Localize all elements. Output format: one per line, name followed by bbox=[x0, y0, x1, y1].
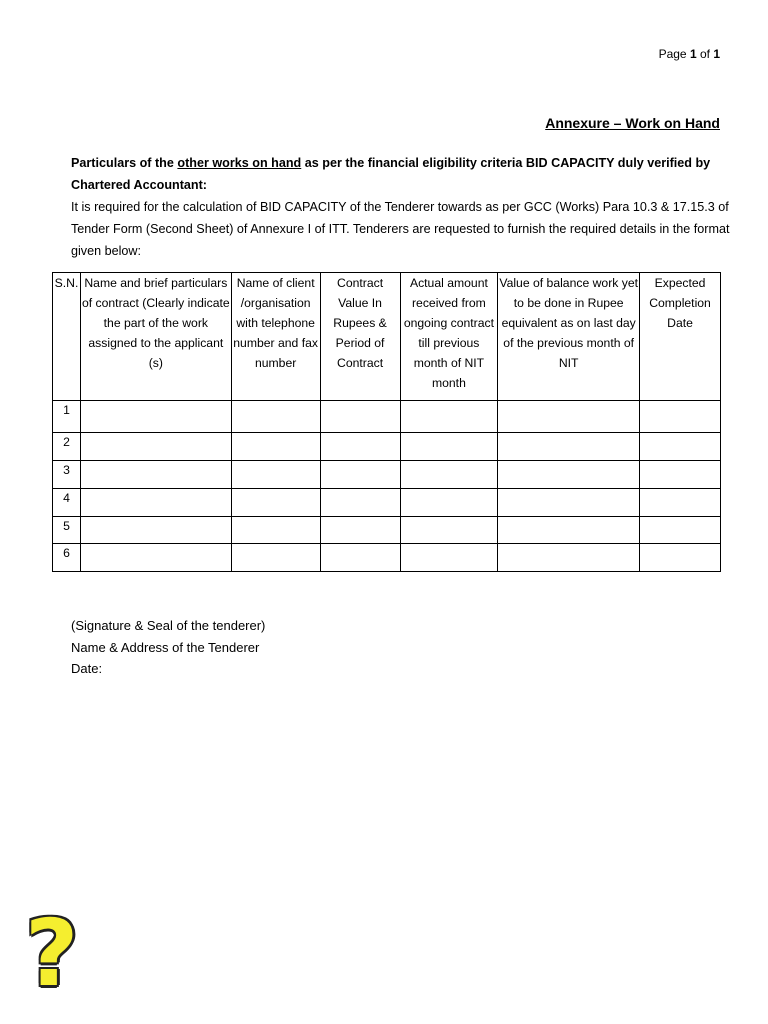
table-cell[interactable] bbox=[231, 517, 320, 544]
table-row bbox=[53, 517, 721, 544]
row-number: 4 bbox=[53, 489, 81, 517]
intro-heading-underlined: other works on hand bbox=[177, 156, 302, 170]
header-contract-particulars: Name and brief particulars of contract (Clearly indicate the part of the work assigned to the applicant (s) bbox=[80, 273, 231, 401]
table-cell[interactable] bbox=[400, 489, 498, 517]
table-cell[interactable] bbox=[400, 517, 498, 544]
table-cell[interactable] bbox=[498, 401, 640, 433]
table-cell[interactable] bbox=[640, 401, 721, 433]
table-row bbox=[53, 401, 721, 433]
table-cell[interactable] bbox=[80, 489, 231, 517]
question-mark-icon[interactable]: ? bbox=[25, 900, 79, 1007]
header-sn: S.N. bbox=[53, 273, 81, 401]
signature-line: (Signature & Seal of the tenderer) bbox=[71, 618, 266, 633]
work-on-hand-table bbox=[52, 272, 721, 572]
intro-section bbox=[71, 152, 739, 262]
row-number: 2 bbox=[53, 433, 81, 461]
table-row bbox=[53, 489, 721, 517]
intro-heading-part1: Particulars of the bbox=[71, 156, 178, 170]
header-actual-amount: Actual amount received from ongoing contract till previous month of NIT month bbox=[400, 273, 498, 401]
table-cell[interactable] bbox=[498, 517, 640, 544]
table-cell[interactable] bbox=[80, 461, 231, 489]
table-row bbox=[53, 544, 721, 572]
intro-heading-part2: as per the financial eligibility criteria BID CAPACITY duly verified by Chartered Accountant: bbox=[71, 156, 711, 192]
document-title: Annexure – Work on Hand bbox=[545, 115, 720, 131]
page-prefix: Page bbox=[658, 47, 690, 61]
table-cell[interactable] bbox=[640, 517, 721, 544]
row-number: 6 bbox=[53, 544, 81, 572]
name-address-line: Name & Address of the Tenderer bbox=[71, 639, 260, 655]
table-cell[interactable] bbox=[231, 544, 320, 572]
table-header-row bbox=[53, 273, 721, 401]
table-cell[interactable] bbox=[80, 517, 231, 544]
page-total: 1 bbox=[713, 47, 720, 61]
row-number: 5 bbox=[53, 517, 81, 544]
table-row bbox=[53, 461, 721, 489]
table-cell[interactable] bbox=[400, 401, 498, 433]
table-cell[interactable] bbox=[400, 433, 498, 461]
table-cell[interactable] bbox=[320, 544, 400, 572]
table-cell[interactable] bbox=[231, 461, 320, 489]
page-current: 1 bbox=[689, 47, 697, 61]
header-completion-date: Expected Completion Date bbox=[640, 273, 721, 401]
table-cell[interactable] bbox=[80, 401, 231, 433]
table-cell[interactable] bbox=[320, 433, 400, 461]
table-row bbox=[53, 433, 721, 461]
table-cell[interactable] bbox=[400, 461, 498, 489]
table-cell[interactable] bbox=[320, 489, 400, 517]
table-cell[interactable] bbox=[640, 489, 721, 517]
table-cell[interactable] bbox=[320, 517, 400, 544]
table-cell[interactable] bbox=[640, 461, 721, 489]
table-cell[interactable] bbox=[640, 544, 721, 572]
header-client: Name of client /organisation with telephone number and fax number bbox=[231, 273, 320, 401]
table-cell[interactable] bbox=[498, 544, 640, 572]
intro-body: It is required for the calculation of BID CAPACITY of the Tenderer towards as per GCC (Works) Para 10.3 & 17.15.3 of Tender Form (Second Sheet) of Annexure I of ITT. Tenderers are requested to furnish the required details in the format given below: bbox=[71, 200, 730, 258]
table-cell[interactable] bbox=[320, 461, 400, 489]
page-number bbox=[659, 47, 720, 61]
page-of: of bbox=[696, 47, 714, 61]
table-cell[interactable] bbox=[498, 433, 640, 461]
table-cell[interactable] bbox=[498, 461, 640, 489]
table-cell[interactable] bbox=[231, 401, 320, 433]
row-number: 3 bbox=[53, 461, 81, 489]
table-cell[interactable] bbox=[231, 489, 320, 517]
date-line: Date: bbox=[71, 661, 103, 676]
header-balance-work: Value of balance work yet to be done in Rupee equivalent as on last day of the previous month of NIT bbox=[498, 273, 640, 401]
table-cell[interactable] bbox=[80, 544, 231, 572]
table-cell[interactable] bbox=[498, 489, 640, 517]
intro-heading bbox=[71, 152, 739, 196]
table-cell[interactable] bbox=[640, 433, 721, 461]
signature-block bbox=[71, 615, 265, 680]
table-cell[interactable] bbox=[231, 433, 320, 461]
table-cell[interactable] bbox=[320, 401, 400, 433]
header-contract-value: Contract Value In Rupees & Period of Contract bbox=[320, 273, 400, 401]
table-cell[interactable] bbox=[400, 544, 498, 572]
row-number: 1 bbox=[53, 401, 81, 433]
table-cell[interactable] bbox=[80, 433, 231, 461]
